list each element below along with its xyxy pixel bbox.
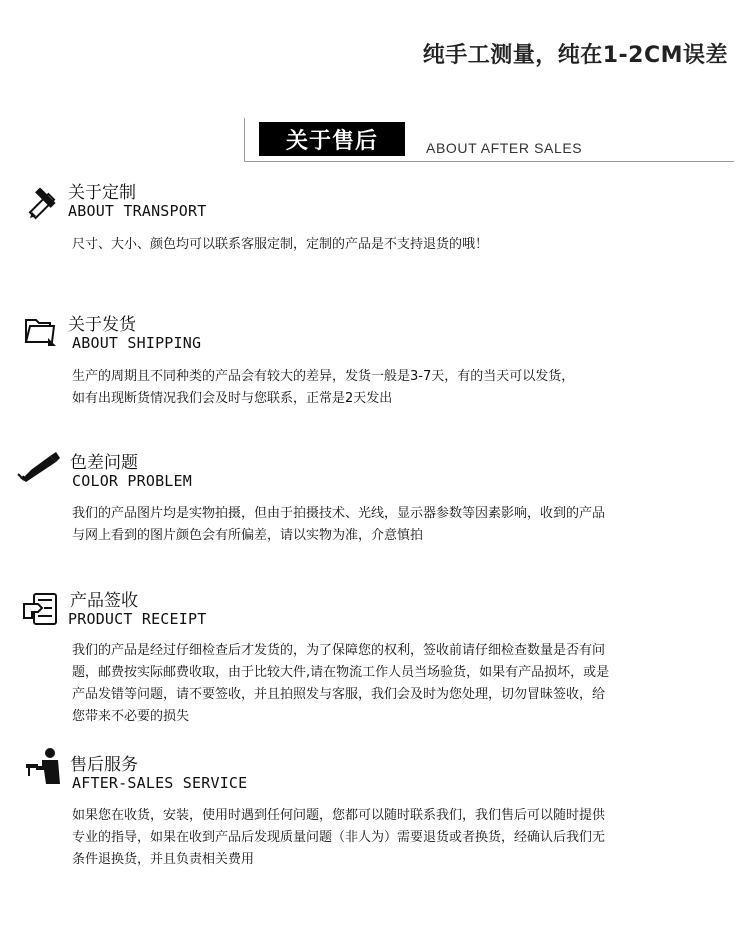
section-body — [72, 503, 672, 547]
section-subtitle: COLOR PROBLEM — [72, 472, 192, 490]
section-title: 关于定制 — [68, 183, 136, 203]
section-title: 产品签收 — [70, 591, 138, 611]
service-person-icon — [24, 748, 64, 788]
section-body — [72, 640, 672, 728]
section-subtitle: ABOUT TRANSPORT — [68, 202, 207, 220]
section-body — [72, 805, 672, 871]
page-title: 关于售后 — [259, 122, 405, 156]
hand-document-icon — [22, 590, 62, 634]
folder-icon — [24, 314, 58, 352]
section-subtitle: ABOUT SHIPPING — [72, 334, 202, 352]
body-line: 与网上看到的图片颜色会有所偏差，请以实物为准，介意慎拍 — [72, 528, 424, 543]
section-subtitle: PRODUCT RECEIPT — [68, 610, 207, 628]
body-line: 产品发错等问题，请不要签收，并且拍照发与客服，我们会及时为您处理，切勿冒昧签收，给 — [72, 687, 606, 702]
body-line: 如有出现断货情况我们会及时与您联系，正常是2天发出 — [72, 391, 393, 406]
body-line: 我们的产品图片均是实物拍摄，但由于拍摄技术、光线，显示器参数等因素影响，收到的产品 — [72, 506, 606, 521]
body-line: 条件退换货，并且负责相关费用 — [72, 852, 255, 867]
body-line: 如果您在收货，安装，使用时遇到任何问题，您都可以随时联系我们，我们售后可以随时提供 — [72, 808, 606, 823]
paint-tube-icon — [16, 448, 62, 486]
section-title: 售后服务 — [70, 755, 138, 775]
pencil-ruler-icon — [26, 188, 60, 226]
body-line: 生产的周期且不同种类的产品会有较大的差异，发货一般是3-7天，有的当天可以发货， — [72, 369, 575, 384]
section-body — [72, 234, 672, 256]
body-line: 专业的指导，如果在收到产品后发现质量问题（非人为）需要退货或者换货，经确认后我们无 — [72, 830, 606, 845]
page-subtitle: ABOUT AFTER SALES — [426, 140, 583, 156]
header-divider-vertical — [244, 118, 245, 162]
body-line: 题，邮费按实际邮费收取，由于比较大件,请在物流工作人员当场验货，如果有产品损坏，或是 — [72, 665, 610, 680]
section-title: 关于发货 — [68, 315, 136, 335]
section-title: 色差问题 — [70, 453, 138, 473]
section-header — [244, 118, 734, 162]
body-line: 尺寸、大小、颜色均可以联系客服定制，定制的产品是不支持退货的哦！ — [72, 237, 489, 252]
body-line: 您带来不必要的损失 — [72, 709, 190, 724]
header-divider-horizontal — [244, 161, 734, 162]
measurement-note: 纯手工测量，纯在1-2CM误差 — [422, 43, 728, 68]
section-subtitle: AFTER-SALES SERVICE — [72, 774, 248, 792]
section-body — [72, 366, 672, 410]
body-line: 我们的产品是经过仔细检查后才发货的，为了保障您的权利，签收前请仔细检查数量是否有问 — [72, 643, 606, 658]
